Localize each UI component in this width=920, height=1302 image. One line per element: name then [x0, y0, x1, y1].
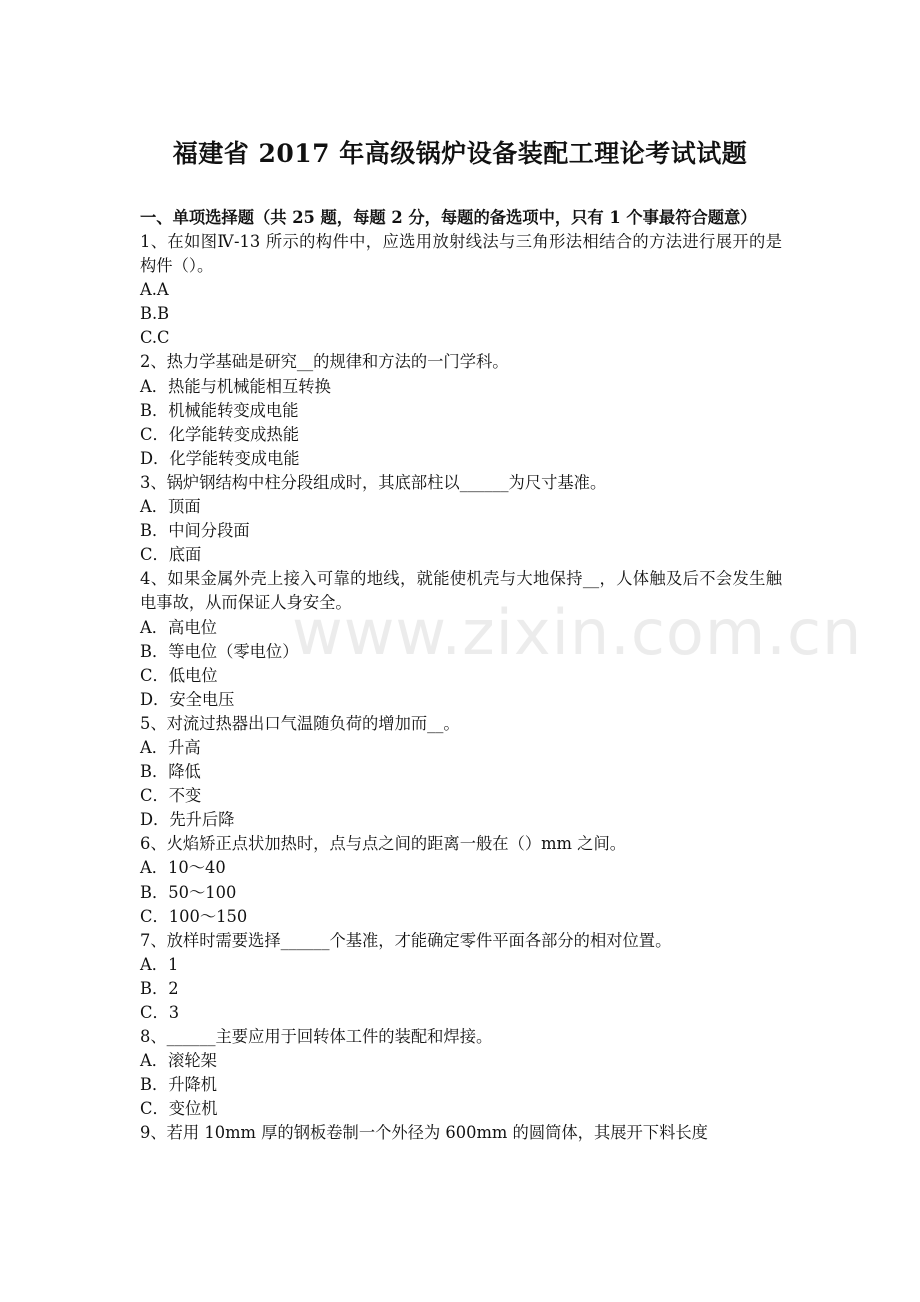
question-4	[140, 567, 782, 712]
question-option: B．50～100	[140, 882, 237, 902]
question-5	[140, 712, 782, 832]
question-option: B．机械能转变成电能	[140, 400, 299, 420]
question-stem: 9、若用 10mm 厚的钢板卷制一个外径为 600mm 的圆筒体，其展开下料长度	[140, 1123, 708, 1143]
question-7	[140, 929, 782, 1025]
question-option: A．升高	[140, 737, 201, 757]
question-stem: 5、对流过热器出口气温随负荷的增加而__。	[140, 713, 460, 733]
question-option: A．10～40	[140, 858, 226, 878]
question-option: C．100～150	[140, 906, 248, 926]
question-option: B．等电位（零电位）	[140, 641, 299, 661]
question-option: B．中间分段面	[140, 521, 250, 541]
question-option: B．升降机	[140, 1075, 218, 1095]
question-option: C．低电位	[140, 665, 218, 685]
question-option: C．3	[140, 1003, 180, 1022]
question-option: A．1	[140, 954, 179, 974]
question-option: A．热能与机械能相互转换	[140, 376, 331, 396]
question-option: A．滚轮架	[140, 1051, 217, 1071]
question-option: B．降低	[140, 762, 201, 782]
question-3	[140, 471, 782, 567]
watermark: www.zixin.com.cn	[292, 596, 863, 669]
question-option: D．安全电压	[140, 689, 235, 709]
question-option: C．不变	[140, 786, 202, 806]
question-2	[140, 350, 782, 470]
question-9	[140, 1121, 782, 1145]
question-option: C．变位机	[140, 1099, 218, 1119]
question-stem: 6、火焰矫正点状加热时，点与点之间的距离一般在（）mm 之间。	[140, 834, 627, 854]
question-option: D．先升后降	[140, 810, 235, 830]
document-title: 福建省 2017 年高级锅炉设备装配工理论考试试题	[172, 139, 748, 168]
question-option: C．底面	[140, 545, 202, 565]
question-stem: 7、放样时需要选择______个基准，才能确定零件平面各部分的相对位置。	[140, 930, 672, 950]
question-stem: 3、锅炉钢结构中柱分段组成时，其底部柱以______为尺寸基准。	[140, 472, 607, 492]
question-1	[140, 230, 782, 350]
question-stem: 2、热力学基础是研究__的规律和方法的一门学科。	[140, 352, 509, 372]
question-stem: 4、如果金属外壳上接入可靠的地线，就能使机壳与大地保持__，人体触及后不会发生触电事故，从而保证人身安全。	[140, 569, 782, 613]
question-option: A.A	[140, 280, 169, 300]
question-option: A．高电位	[140, 617, 217, 637]
question-option: C．化学能转变成热能	[140, 424, 299, 444]
question-8	[140, 1025, 782, 1121]
question-option: D．化学能转变成电能	[140, 448, 300, 468]
question-option: B.B	[140, 304, 170, 324]
question-6	[140, 832, 782, 928]
question-option: B．2	[140, 978, 179, 998]
section-heading: 一、单项选择题（共 25 题，每题 2 分，每题的备选项中，只有 1 个事最符合题意）	[140, 208, 757, 227]
question-stem: 1、在如图Ⅳ-13 所示的构件中，应选用放射线法与三角形法相结合的方法进行展开的是构件（）。	[140, 232, 782, 276]
question-stem: 8、______主要应用于回转体工件的装配和焊接。	[140, 1027, 493, 1047]
question-option: C.C	[140, 328, 170, 348]
document-body	[140, 206, 782, 1146]
question-option: A．顶面	[140, 497, 201, 517]
